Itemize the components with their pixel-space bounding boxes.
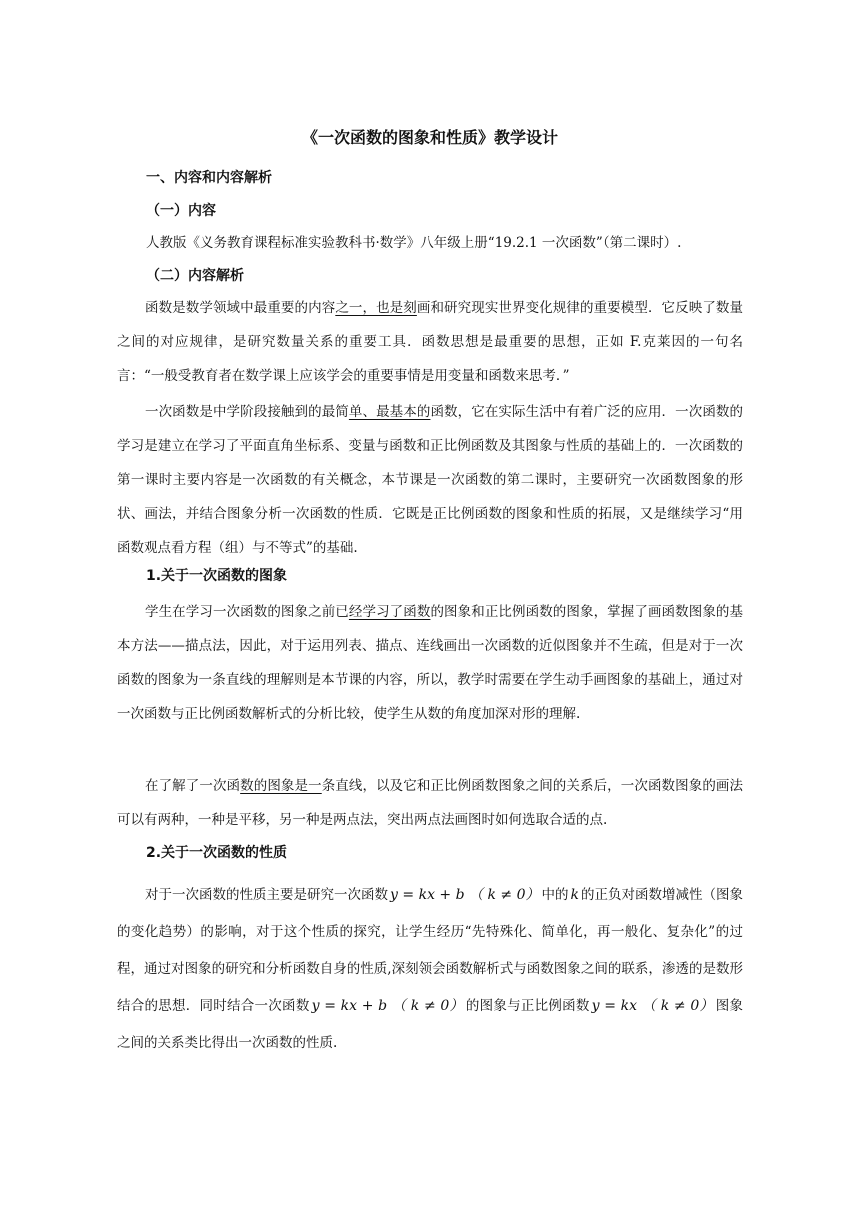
formula-linear-function: y = kx + b （ k ≠ 0） xyxy=(390,887,540,903)
p1-text-b: 画和研究现实世界变化规律的重要模型．它反映了数量之间的对应规律，是研究数量关系的重要工具．函数思想是最重要的思想，正如 F.克莱因的一句名言：“一般受教育者在数学课上应该学会的重要事情是用变量和函数来思考．” xyxy=(117,300,744,384)
content-description: 人教版《义务教育课程标准实验教科书·数学》八年级上册“19.2.1 一次函数”（第二课时）. xyxy=(146,235,682,251)
p5-text-d: 的图象与正比例函数 xyxy=(465,998,590,1014)
p3-text-b: 的图象和正比例函数的图象，掌握了画函数图象的基本方法——描点法，因此，对于运用列表、描点、连线画出一次函数的近似图象并不生疏，但是对于一次函数的图象为一条直线的理解则是本节课的内容，所以，教学时需要在学生动手画图象的基础上，通过对一次函数与正比例函数解析式的分析比较，使学生从数的角度加深对形的理解. xyxy=(117,604,744,722)
paragraph-properties xyxy=(117,877,743,1062)
subheading-analysis: （二）内容解析 xyxy=(146,268,244,284)
paragraph-graph-drawing xyxy=(117,769,743,837)
paragraph-function-intro xyxy=(117,291,743,393)
p4-text-a: 在了解了一次函 xyxy=(145,778,241,794)
p2-text-a: 一次函数是中学阶段接触到的最简 xyxy=(145,404,349,420)
p2-text-b: 函数，它在实际生活中有着广泛的应用．一次函数的学习是建立在学习了平面直角坐标系、变量与函数和正比例函数及其图象与性质的基础上的．一次函数的第一课时主要内容是一次函数的有关概念，本节课是一次函数的第二课时，主要研究一次函数图象的形状、画法，并结合图象分析一次函数的性质．它既是正比例函数的图象和性质的拓展，又是继续学习“用函数观点看方程（组）与不等式”的基础. xyxy=(117,404,744,556)
paragraph-graph xyxy=(117,595,743,731)
p4-text-b: 条直线，以及它和正比例函数图象之间的关系后，一次函数图象的画法可以有两种，一种是平移，另一种是两点法，突出两点法画图时如何选取合适的点. xyxy=(117,778,744,828)
heading-properties: 2.关于一次函数的性质 xyxy=(146,845,288,861)
p5-text-b: 中的 xyxy=(541,887,569,903)
subheading-content: （一）内容 xyxy=(146,203,216,219)
p5-text-e: 图象之间的关系类比得出一次函数的性质. xyxy=(117,998,744,1051)
formula-linear-function-2: y = kx + b （ k ≠ 0） xyxy=(311,998,464,1014)
p1-underlined: 之一，也是刻 xyxy=(335,300,417,316)
section-heading-content: 一、内容和内容解析 xyxy=(146,170,272,186)
p2-underlined: 单、最基本的 xyxy=(348,404,431,420)
document-title: 《一次函数的图象和性质》教学设计 xyxy=(301,128,558,147)
p3-text-a: 学生在学习一次函数的图象之前已 xyxy=(145,604,349,620)
p5-text-a: 对于一次函数的性质主要是研究一次函数 xyxy=(145,887,389,903)
p4-underlined: 数的图象是一 xyxy=(240,778,322,794)
paragraph-linear-function xyxy=(117,395,743,565)
formula-proportional-function: y = kx （ k ≠ 0） xyxy=(591,998,714,1014)
p1-text-a: 函数是数学领域中最重要的内容 xyxy=(145,300,336,316)
heading-graph: 1.关于一次函数的图象 xyxy=(146,568,288,584)
p5-text-c: 的正负对函数增减性（图象的变化趋势）的影响，对于这个性质的探究，让学生经历“先特殊化、简单化，再一般化、复杂化”的过程，通过对图象的研究和分析函数自身的性质,深刻领会函数解析式与函数图象之间的联系，渗透的是数形结合的思想．同时结合一次函数 xyxy=(117,887,744,1014)
formula-k: k xyxy=(570,887,580,903)
p3-underlined: 经学习了函数 xyxy=(348,604,431,620)
